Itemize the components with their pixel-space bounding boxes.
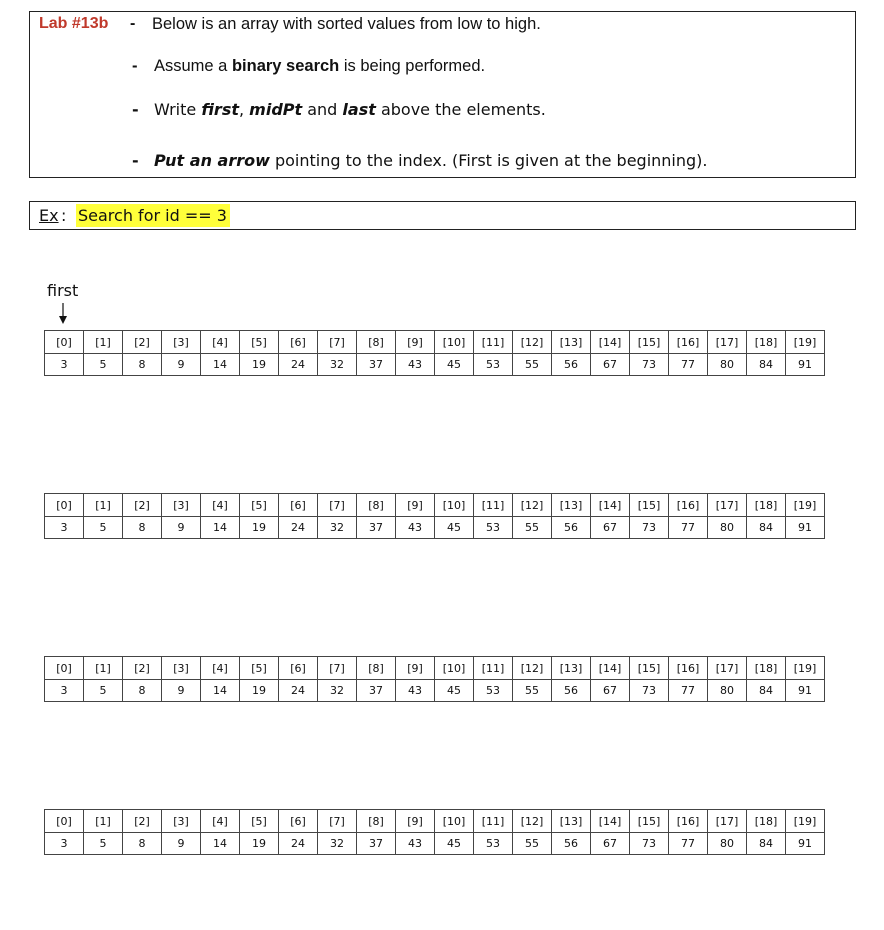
value-cell: 67 — [591, 517, 630, 539]
index-cell: [15] — [630, 657, 669, 680]
bullet-dash: - — [130, 15, 136, 32]
value-cell: 19 — [240, 680, 279, 702]
example-highlighted-text: Search for id == 3 — [76, 204, 230, 227]
bold-italic-text: first — [201, 100, 239, 119]
index-cell: [2] — [123, 810, 162, 833]
index-cell: [8] — [357, 657, 396, 680]
index-cell: [16] — [669, 494, 708, 517]
text: above the elements. — [375, 100, 546, 119]
index-cell: [0] — [45, 331, 84, 354]
text: Assume a — [154, 57, 232, 75]
value-cell: 8 — [123, 680, 162, 702]
instructions-box — [29, 11, 856, 178]
value-cell: 43 — [396, 354, 435, 376]
value-cell: 24 — [279, 680, 318, 702]
value-cell: 43 — [396, 833, 435, 855]
index-cell: [13] — [552, 494, 591, 517]
value-cell: 55 — [513, 833, 552, 855]
index-cell: [6] — [279, 494, 318, 517]
index-cell: [5] — [240, 810, 279, 833]
index-cell: [1] — [84, 494, 123, 517]
bullet-dash: - — [132, 57, 138, 75]
index-cell: [19] — [786, 331, 825, 354]
index-cell: [11] — [474, 810, 513, 833]
down-arrow-icon — [57, 303, 69, 325]
index-cell: [6] — [279, 657, 318, 680]
example-colon: : — [61, 206, 67, 225]
index-cell: [3] — [162, 494, 201, 517]
index-cell: [13] — [552, 657, 591, 680]
index-cell: [5] — [240, 494, 279, 517]
value-cell: 43 — [396, 517, 435, 539]
value-cell: 5 — [84, 680, 123, 702]
value-cell: 77 — [669, 517, 708, 539]
index-cell: [18] — [747, 657, 786, 680]
index-cell: [2] — [123, 331, 162, 354]
value-cell: 9 — [162, 354, 201, 376]
value-cell: 73 — [630, 517, 669, 539]
instruction-line-3 — [132, 100, 546, 119]
value-cell: 8 — [123, 517, 162, 539]
index-cell: [11] — [474, 331, 513, 354]
index-cell: [19] — [786, 657, 825, 680]
value-cell: 77 — [669, 833, 708, 855]
value-cell: 77 — [669, 354, 708, 376]
array-table-1 — [44, 330, 825, 376]
index-cell: [16] — [669, 657, 708, 680]
index-cell: [11] — [474, 657, 513, 680]
bullet-dash: - — [132, 100, 139, 119]
value-cell: 32 — [318, 517, 357, 539]
index-cell: [17] — [708, 810, 747, 833]
text: , — [238, 100, 250, 119]
value-cell: 3 — [45, 517, 84, 539]
instruction-line-2 — [132, 57, 485, 76]
value-cell: 24 — [279, 354, 318, 376]
index-cell: [10] — [435, 657, 474, 680]
index-cell: [4] — [201, 494, 240, 517]
value-cell: 43 — [396, 680, 435, 702]
index-cell: [9] — [396, 494, 435, 517]
value-cell: 8 — [123, 833, 162, 855]
value-cell: 67 — [591, 354, 630, 376]
value-cell: 14 — [201, 680, 240, 702]
value-cell: 32 — [318, 833, 357, 855]
value-cell: 19 — [240, 833, 279, 855]
index-cell: [0] — [45, 810, 84, 833]
index-cell: [7] — [318, 331, 357, 354]
example-label: Ex — [39, 206, 59, 225]
index-cell: [6] — [279, 810, 318, 833]
index-cell: [3] — [162, 657, 201, 680]
index-cell: [4] — [201, 657, 240, 680]
bold-italic-text: last — [342, 100, 376, 119]
index-cell: [19] — [786, 810, 825, 833]
value-cell: 84 — [747, 517, 786, 539]
index-cell: [16] — [669, 810, 708, 833]
value-row — [45, 680, 825, 702]
index-cell: [1] — [84, 657, 123, 680]
index-cell: [9] — [396, 657, 435, 680]
value-cell: 24 — [279, 517, 318, 539]
index-cell: [8] — [357, 810, 396, 833]
index-cell: [15] — [630, 494, 669, 517]
index-cell: [15] — [630, 810, 669, 833]
bold-italic-text: midPt — [249, 100, 303, 119]
text: is being performed. — [339, 57, 486, 75]
value-cell: 19 — [240, 517, 279, 539]
index-cell: [3] — [162, 810, 201, 833]
index-cell: [15] — [630, 331, 669, 354]
value-cell: 14 — [201, 833, 240, 855]
value-cell: 8 — [123, 354, 162, 376]
value-cell: 80 — [708, 680, 747, 702]
value-cell: 55 — [513, 517, 552, 539]
value-cell: 80 — [708, 354, 747, 376]
value-cell: 24 — [279, 833, 318, 855]
index-cell: [4] — [201, 331, 240, 354]
value-cell: 37 — [357, 680, 396, 702]
index-cell: [5] — [240, 331, 279, 354]
index-cell: [12] — [513, 657, 552, 680]
index-cell: [12] — [513, 494, 552, 517]
value-cell: 3 — [45, 354, 84, 376]
index-row — [45, 657, 825, 680]
value-cell: 37 — [357, 354, 396, 376]
value-cell: 9 — [162, 517, 201, 539]
index-cell: [9] — [396, 331, 435, 354]
value-cell: 84 — [747, 833, 786, 855]
array-table-3 — [44, 656, 825, 702]
index-cell: [1] — [84, 810, 123, 833]
index-cell: [13] — [552, 331, 591, 354]
value-cell: 91 — [786, 517, 825, 539]
instruction-line-1-text: Below is an array with sorted values from low to high. — [152, 15, 541, 33]
value-cell: 91 — [786, 833, 825, 855]
value-cell: 45 — [435, 517, 474, 539]
index-cell: [17] — [708, 657, 747, 680]
value-cell: 80 — [708, 833, 747, 855]
array-table-4 — [44, 809, 825, 855]
bold-text: binary search — [231, 57, 340, 75]
index-cell: [2] — [123, 657, 162, 680]
value-cell: 32 — [318, 354, 357, 376]
value-cell: 3 — [45, 680, 84, 702]
value-cell: 56 — [552, 517, 591, 539]
value-cell: 14 — [201, 354, 240, 376]
first-marker-label: first — [47, 281, 79, 300]
index-cell: [2] — [123, 494, 162, 517]
index-cell: [10] — [435, 810, 474, 833]
index-cell: [8] — [357, 331, 396, 354]
index-cell: [16] — [669, 331, 708, 354]
value-cell: 45 — [435, 833, 474, 855]
value-cell: 5 — [84, 833, 123, 855]
index-cell: [1] — [84, 331, 123, 354]
index-cell: [9] — [396, 810, 435, 833]
index-cell: [18] — [747, 810, 786, 833]
value-cell: 45 — [435, 680, 474, 702]
index-cell: [14] — [591, 810, 630, 833]
index-cell: [5] — [240, 657, 279, 680]
bullet-dash: - — [132, 151, 139, 170]
value-cell: 91 — [786, 680, 825, 702]
value-cell: 56 — [552, 354, 591, 376]
value-cell: 91 — [786, 354, 825, 376]
index-cell: [13] — [552, 810, 591, 833]
example-box — [29, 201, 856, 230]
index-cell: [10] — [435, 331, 474, 354]
value-cell: 80 — [708, 517, 747, 539]
index-cell: [12] — [513, 331, 552, 354]
index-cell: [19] — [786, 494, 825, 517]
text: Write — [154, 100, 202, 119]
index-row — [45, 494, 825, 517]
instruction-line-1 — [152, 15, 541, 34]
lab-title: Lab #13b — [39, 15, 109, 32]
index-cell: [3] — [162, 331, 201, 354]
index-cell: [0] — [45, 494, 84, 517]
index-cell: [11] — [474, 494, 513, 517]
index-cell: [17] — [708, 494, 747, 517]
index-cell: [7] — [318, 810, 357, 833]
value-cell: 56 — [552, 833, 591, 855]
value-row — [45, 517, 825, 539]
value-cell: 3 — [45, 833, 84, 855]
index-cell: [18] — [747, 331, 786, 354]
index-row — [45, 810, 825, 833]
value-cell: 56 — [552, 680, 591, 702]
value-cell: 53 — [474, 833, 513, 855]
value-cell: 73 — [630, 680, 669, 702]
value-cell: 53 — [474, 680, 513, 702]
index-row — [45, 331, 825, 354]
value-cell: 55 — [513, 354, 552, 376]
bold-italic-text: Put an arrow — [154, 151, 270, 170]
value-cell: 55 — [513, 680, 552, 702]
value-cell: 37 — [357, 833, 396, 855]
index-cell: [14] — [591, 331, 630, 354]
array-table-2 — [44, 493, 825, 539]
value-cell: 37 — [357, 517, 396, 539]
index-cell: [8] — [357, 494, 396, 517]
value-cell: 19 — [240, 354, 279, 376]
value-cell: 67 — [591, 680, 630, 702]
value-cell: 84 — [747, 680, 786, 702]
index-cell: [14] — [591, 657, 630, 680]
value-cell: 77 — [669, 680, 708, 702]
value-row — [45, 833, 825, 855]
value-cell: 45 — [435, 354, 474, 376]
index-cell: [17] — [708, 331, 747, 354]
index-cell: [4] — [201, 810, 240, 833]
value-row — [45, 354, 825, 376]
value-cell: 67 — [591, 833, 630, 855]
value-cell: 32 — [318, 680, 357, 702]
value-cell: 9 — [162, 680, 201, 702]
value-cell: 73 — [630, 833, 669, 855]
index-cell: [0] — [45, 657, 84, 680]
index-cell: [6] — [279, 331, 318, 354]
value-cell: 53 — [474, 354, 513, 376]
value-cell: 5 — [84, 354, 123, 376]
value-cell: 84 — [747, 354, 786, 376]
index-cell: [7] — [318, 494, 357, 517]
index-cell: [18] — [747, 494, 786, 517]
text: and — [302, 100, 343, 119]
value-cell: 53 — [474, 517, 513, 539]
index-cell: [7] — [318, 657, 357, 680]
index-cell: [12] — [513, 810, 552, 833]
value-cell: 73 — [630, 354, 669, 376]
index-cell: [14] — [591, 494, 630, 517]
value-cell: 5 — [84, 517, 123, 539]
value-cell: 9 — [162, 833, 201, 855]
instruction-line-4 — [132, 151, 708, 170]
value-cell: 14 — [201, 517, 240, 539]
index-cell: [10] — [435, 494, 474, 517]
text: pointing to the index. (First is given at the beginning). — [269, 151, 708, 170]
